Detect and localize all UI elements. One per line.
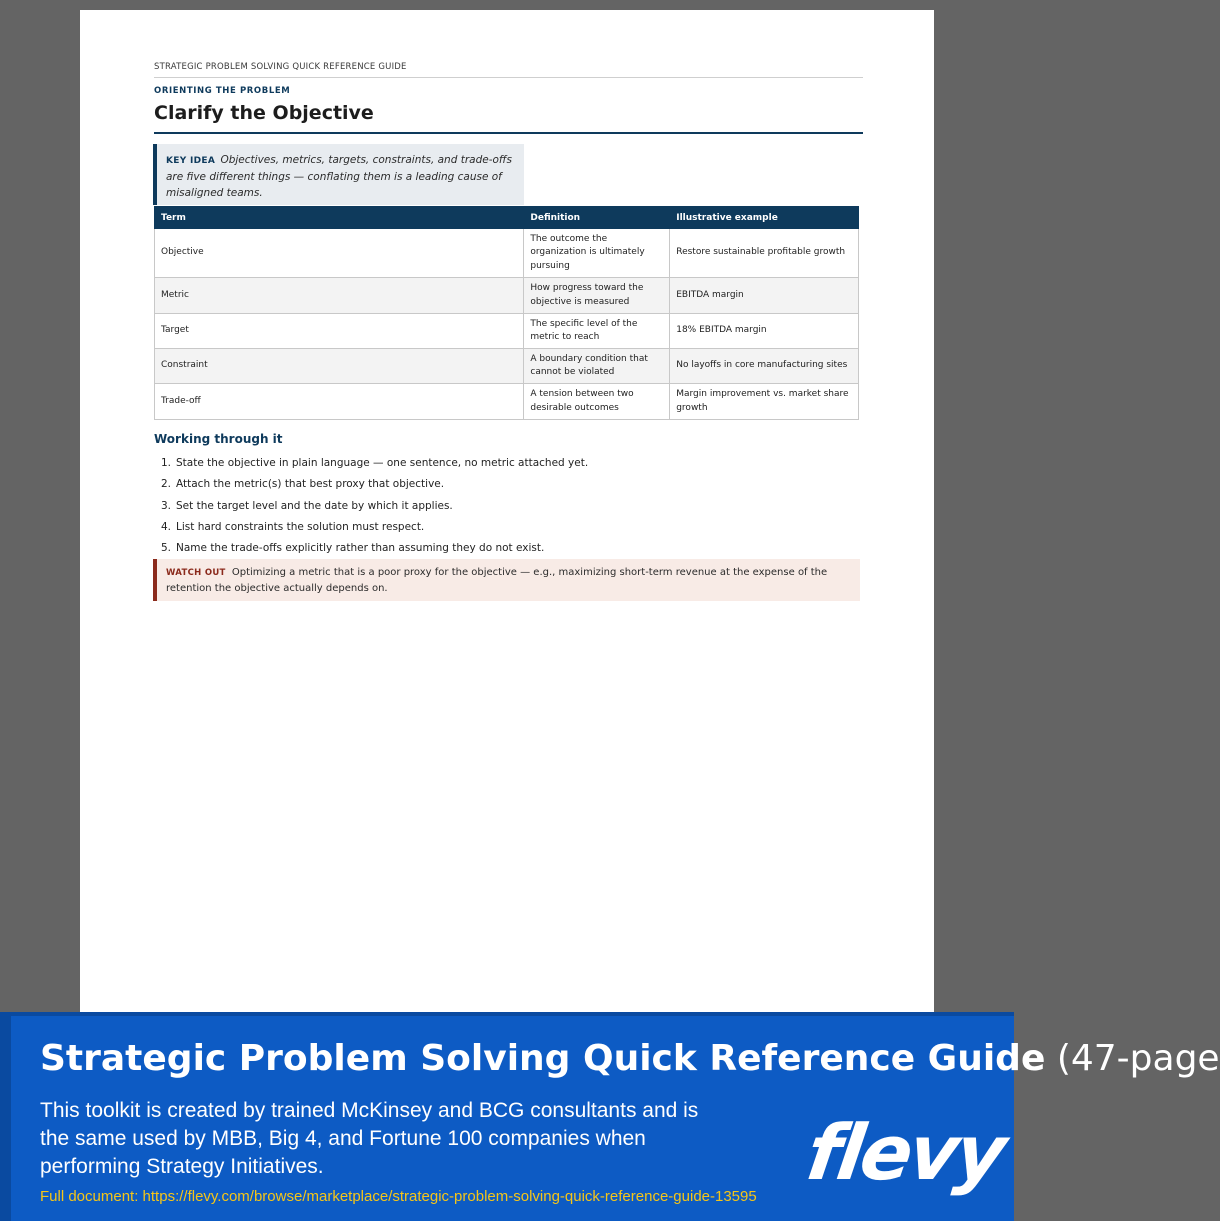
table-cell-example: EBITDA margin <box>670 278 859 314</box>
table-row <box>155 314 859 349</box>
terms-table <box>154 206 859 420</box>
key-idea-text: Objectives, metrics, targets, constraints, and trade-offs are five different things — conflating them is a leading cause of misaligned teams. <box>166 154 512 199</box>
table-row <box>155 229 859 278</box>
table-cell-term: Metric <box>155 278 524 314</box>
section-label: ORIENTING THE PROBLEM <box>154 86 291 96</box>
step-number: 3. <box>160 499 171 512</box>
watch-out-callout <box>153 559 860 601</box>
table-cell-definition: A boundary condition that cannot be violated <box>524 349 670 384</box>
list-item <box>154 496 588 517</box>
page-title: Clarify the Objective <box>154 102 863 134</box>
step-number: 2. <box>160 478 171 491</box>
step-text: Name the trade-offs explicitly rather than assuming they do not exist. <box>176 542 545 555</box>
table-row <box>155 384 859 420</box>
step-text: Set the target level and the date by which it applies. <box>176 499 453 512</box>
banner-title <box>40 1038 1220 1079</box>
table-cell-term: Trade-off <box>155 384 524 420</box>
step-text: Attach the metric(s) that best proxy that objective. <box>176 478 445 491</box>
list-item <box>154 453 588 474</box>
banner-title-main: Strategic Problem Solving Quick Reference Guide <box>40 1038 1046 1079</box>
banner-top-edge <box>0 1012 1014 1016</box>
banner-title-pages: (47-page <box>1045 1038 1220 1079</box>
list-item <box>154 538 588 559</box>
table-cell-definition: The outcome the organization is ultimately pursuing <box>524 229 670 278</box>
document-page <box>80 10 934 1014</box>
table-cell-term: Target <box>155 314 524 349</box>
table-cell-term: Constraint <box>155 349 524 384</box>
step-number: 5. <box>160 542 171 555</box>
running-header: STRATEGIC PROBLEM SOLVING QUICK REFERENCE GUIDE <box>154 62 863 78</box>
step-number: 1. <box>160 457 171 469</box>
steps-list <box>154 453 588 559</box>
table-header-definition: Definition <box>524 207 670 229</box>
watch-out-text: Optimizing a metric that is a poor proxy for the objective — e.g., maximizing short-term revenue at the expense of the retention the objective actually depends on. <box>166 567 828 594</box>
table-cell-example: Margin improvement vs. market share growth <box>670 384 859 420</box>
step-text: State the objective in plain language — one sentence, no metric attached yet. <box>176 457 589 469</box>
banner-left-edge <box>0 1012 11 1221</box>
table-row <box>155 349 859 384</box>
list-item <box>154 517 588 538</box>
list-item <box>154 474 588 495</box>
flevy-logo: flevy <box>801 1108 1010 1197</box>
document-link[interactable]: Full document: https://flevy.com/browse/marketplace/strategic-problem-solving-quick-reference-guide-13595 <box>40 1188 757 1205</box>
table-header-term: Term <box>155 207 524 229</box>
table-cell-term: Objective <box>155 229 524 278</box>
table-cell-definition: The specific level of the metric to reach <box>524 314 670 349</box>
table-row <box>155 278 859 314</box>
working-heading: Working through it <box>154 432 283 446</box>
table-header-example: Illustrative example <box>670 207 859 229</box>
step-number: 4. <box>160 520 171 533</box>
table-cell-definition: A tension between two desirable outcomes <box>524 384 670 420</box>
table-cell-example: No layoffs in core manufacturing sites <box>670 349 859 384</box>
table-cell-example: 18% EBITDA margin <box>670 314 859 349</box>
table-cell-definition: How progress toward the objective is measured <box>524 278 670 314</box>
key-idea-tag: KEY IDEA <box>166 156 216 166</box>
step-text: List hard constraints the solution must respect. <box>176 520 425 533</box>
table-header-row <box>155 207 859 229</box>
key-idea-callout <box>153 144 524 205</box>
table-cell-example: Restore sustainable profitable growth <box>670 229 859 278</box>
watch-out-tag: WATCH OUT <box>166 568 226 578</box>
banner-description: This toolkit is created by trained McKinsey and BCG consultants and is the same used by MBB, Big 4, and Fortune 100 companies when performing Strategy Initiatives. <box>40 1099 699 1178</box>
